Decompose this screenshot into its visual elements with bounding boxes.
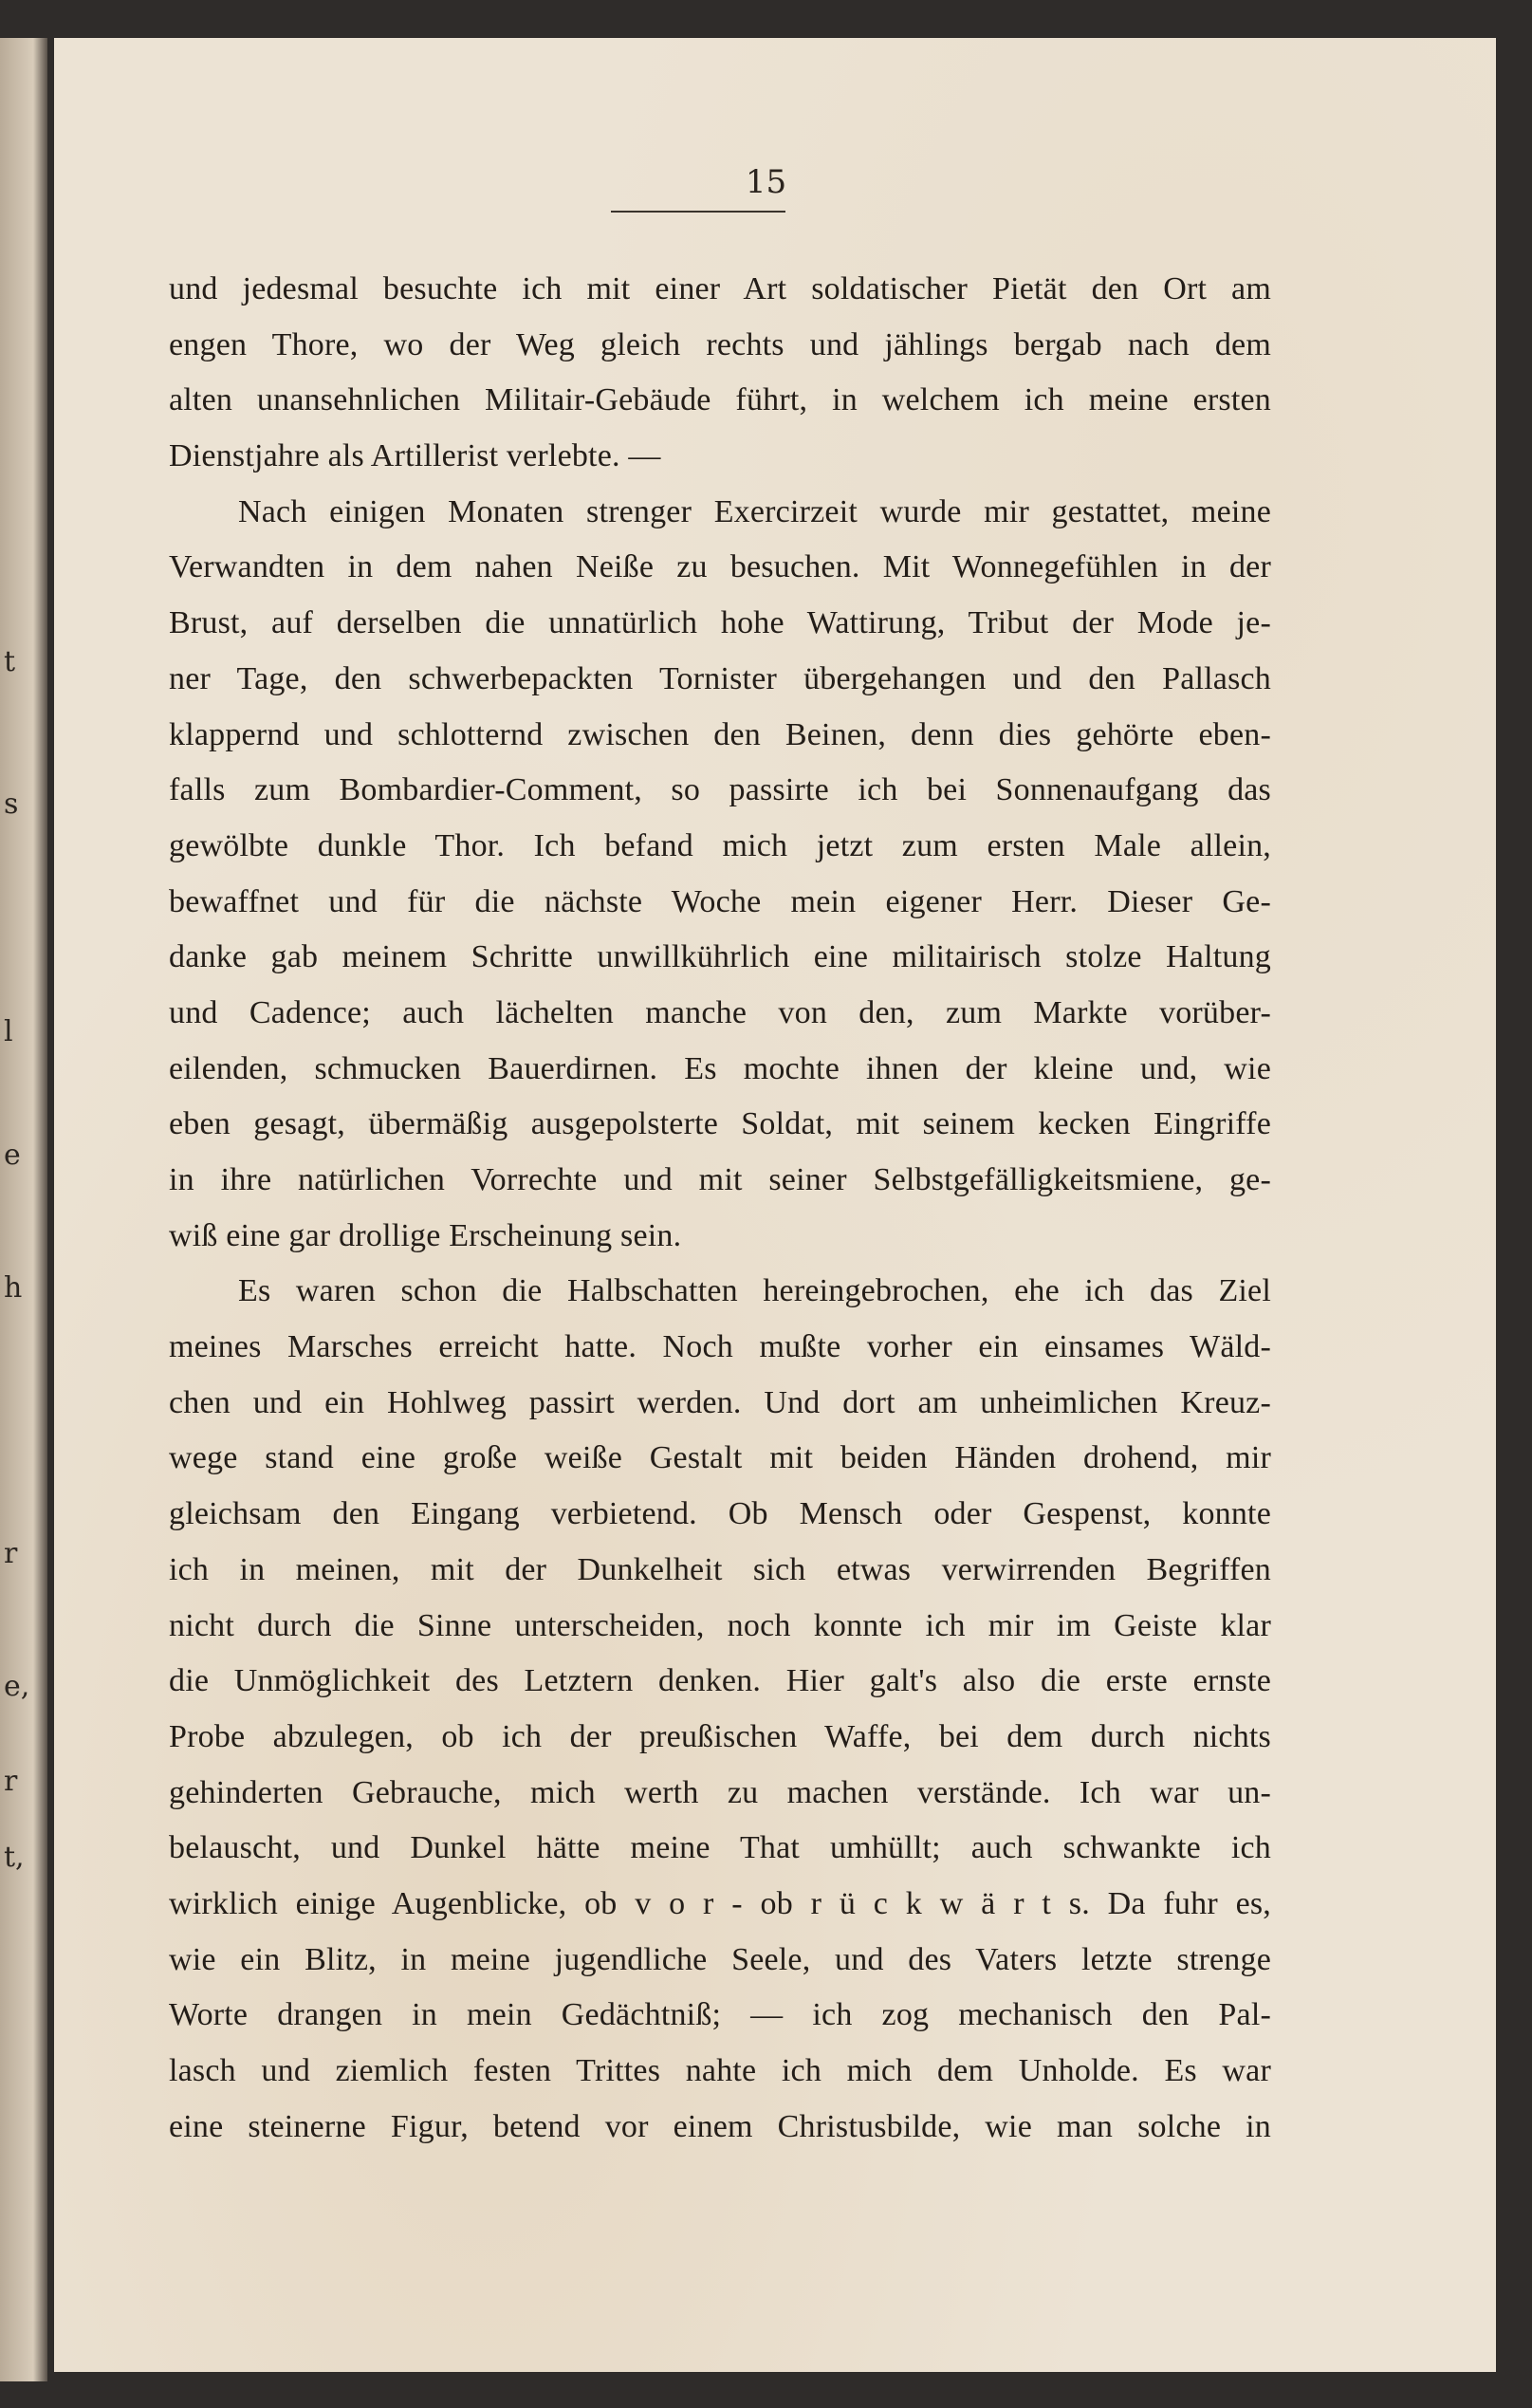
- text-line: wirklich einige Augenblicke, ob v o r - ob r ü c k w ä r t s. Da fuhr es,: [169, 1885, 1271, 1921]
- adjacent-page-text-fragment: r: [4, 1765, 18, 1798]
- text-line: wiß eine gar drollige Erscheinung sein.: [169, 1217, 682, 1253]
- text-line: Worte drangen in mein Gedächtniß; — ich zog mechanisch den Pal-: [169, 1997, 1271, 2033]
- body-text: [169, 262, 1271, 2155]
- adjacent-page-text-fragment: l: [4, 1015, 13, 1048]
- text-line: klappernd und schlotternd zwischen den Beinen, denn dies gehörte eben-: [169, 716, 1271, 752]
- text-line: chen und ein Hohlweg passirt werden. Und dort am unheimlichen Kreuz-: [169, 1384, 1271, 1420]
- text-line: wie ein Blitz, in meine jugendliche Seele, und des Vaters letzte strenge: [169, 1941, 1271, 1977]
- text-line: Es waren schon die Halbschatten hereingebrochen, ehe ich das Ziel: [238, 1273, 1271, 1309]
- text-line: Nach einigen Monaten strenger Exercirzeit wurde mir gestattet, meine: [238, 493, 1271, 529]
- text-line: gewölbte dunkle Thor. Ich befand mich jetzt zum ersten Male allein,: [169, 827, 1271, 863]
- text-line: gehinderten Gebrauche, mich werth zu machen verstände. Ich war un-: [169, 1774, 1271, 1810]
- text-line: engen Thore, wo der Weg gleich rechts und jählings bergab nach dem: [169, 326, 1271, 362]
- page-number: 15: [745, 163, 787, 201]
- text-line: die Unmöglichkeit des Letztern denken. Hier galt's also die erste ernste: [169, 1663, 1271, 1699]
- adjacent-page-text-fragment: e: [4, 1139, 21, 1172]
- text-line: ich in meinen, mit der Dunkelheit sich etwas verwirrenden Begriffen: [169, 1551, 1271, 1587]
- adjacent-page-text-fragment: t,: [4, 1841, 25, 1874]
- text-line: und Cadence; auch lächelten manche von den, zum Markte vorüber-: [169, 994, 1271, 1030]
- text-line: lasch und ziemlich festen Trittes nahte ich mich dem Unholde. Es war: [169, 2053, 1271, 2088]
- text-line: und jedesmal besuchte ich mit einer Art soldatischer Pietät den Ort am: [169, 271, 1271, 306]
- text-line: alten unansehnlichen Militair-Gebäude führt, in welchem ich meine ersten: [169, 382, 1271, 418]
- text-line: Dienstjahre als Artillerist verlebte. —: [169, 438, 661, 474]
- text-line: gleichsam den Eingang verbietend. Ob Mensch oder Gespenst, konnte: [169, 1496, 1271, 1532]
- text-line: Verwandten in dem nahen Neiße zu besuchen. Mit Wonnegefühlen in der: [169, 549, 1271, 585]
- adjacent-page-text-fragment: h: [4, 1271, 23, 1305]
- text-line: danke gab meinem Schritte unwillkührlich eine militairisch stolze Haltung: [169, 939, 1271, 975]
- text-line: meines Marsches erreicht hatte. Noch mußte vorher ein einsames Wäld-: [169, 1329, 1271, 1365]
- text-line: eilenden, schmucken Bauerdirnen. Es mochte ihnen der kleine und, wie: [169, 1050, 1271, 1086]
- text-line: ner Tage, den schwerbepackten Tornister übergehangen und den Pallasch: [169, 660, 1271, 696]
- text-line: eine steinerne Figur, betend vor einem Christusbilde, wie man solche in: [169, 2108, 1271, 2144]
- header-rule: [611, 211, 785, 213]
- adjacent-page-text-fragment: t: [4, 645, 16, 678]
- adjacent-page-text-fragment: s: [4, 787, 19, 821]
- adjacent-page-text-fragment: r: [4, 1537, 18, 1570]
- text-line: belauscht, und Dunkel hätte meine That umhüllt; auch schwankte ich: [169, 1830, 1271, 1866]
- text-line: Probe abzulegen, ob ich der preußischen Waffe, bei dem durch nichts: [169, 1718, 1271, 1754]
- adjacent-page-edge: [0, 38, 47, 2381]
- text-line: eben gesagt, übermäßig ausgepolsterte Soldat, mit seinem kecken Eingriffe: [169, 1106, 1271, 1142]
- text-line: nicht durch die Sinne unterscheiden, noch konnte ich mir im Geiste klar: [169, 1607, 1271, 1643]
- text-line: bewaffnet und für die nächste Woche mein eigener Herr. Dieser Ge-: [169, 883, 1271, 919]
- text-line: wege stand eine große weiße Gestalt mit beiden Händen drohend, mir: [169, 1440, 1271, 1476]
- text-line: falls zum Bombardier-Comment, so passirte ich bei Sonnenaufgang das: [169, 772, 1271, 808]
- text-line: in ihre natürlichen Vorrechte und mit seiner Selbstgefälligkeitsmiene, ge-: [169, 1162, 1271, 1197]
- text-line: Brust, auf derselben die unnatürlich hohe Wattirung, Tribut der Mode je-: [169, 605, 1271, 641]
- adjacent-page-text-fragment: e,: [4, 1670, 30, 1703]
